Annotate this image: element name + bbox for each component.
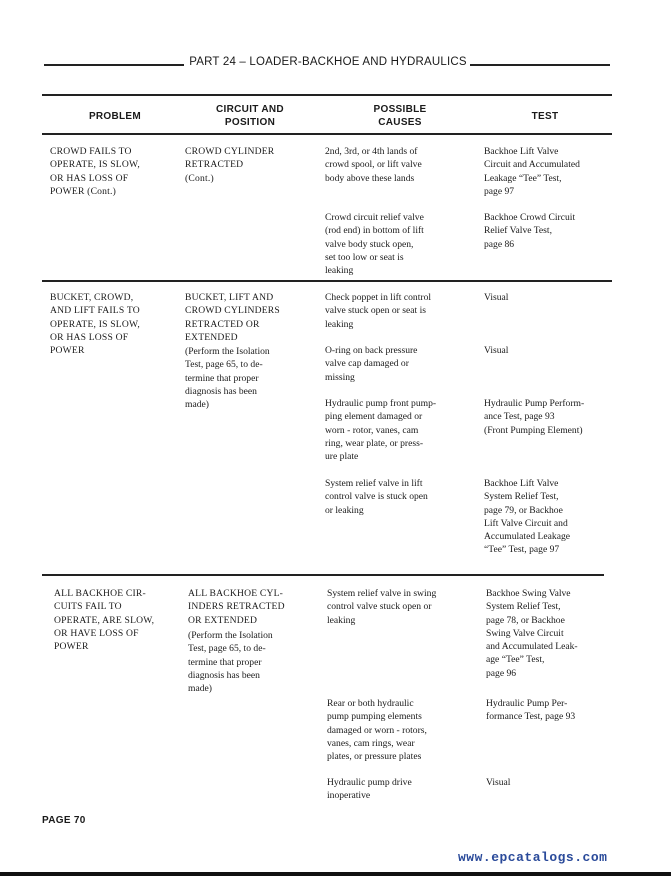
column-header-test: TEST xyxy=(531,111,559,122)
header-rule-left xyxy=(44,64,184,66)
row3-cause-1: System relief valve in swing control valve stuck open or leaking xyxy=(327,588,437,626)
page-header-title: PART 24 – LOADER-BACKHOE AND HYDRAULICS xyxy=(189,56,467,68)
row2-circuit-note: (Perform the Isolation Test, page 65, to de- termine that proper diagnosis has been made) xyxy=(185,346,270,411)
row2-circuit: BUCKET, LIFT AND CROWD CYLINDERS RETRACTED OR EXTENDED xyxy=(185,292,280,343)
row2-bottom-rule xyxy=(42,574,604,576)
row2-problem: BUCKET, CROWD, AND LIFT FAILS TO OPERATE, IS SLOW, OR HAS LOSS OF POWER xyxy=(50,292,140,357)
row3-cause-2: Rear or both hydraulic pump pumping elements damaged or worn - rotors, vanes, cam rings, wear plates, or pressure plates xyxy=(327,698,427,763)
row1-test-2: Backhoe Crowd Circuit Relief Valve Test, page 86 xyxy=(484,212,576,250)
column-header-circuit: CIRCUIT AND POSITION xyxy=(216,104,284,128)
row1-cause-1: 2nd, 3rd, or 4th lands of crowd spool, or lift valve body above these lands xyxy=(325,146,422,184)
row2-cause-3: Hydraulic pump front pump- ping element damaged or worn - rotor, vanes, cam ring, wear plate, or press- ure plate xyxy=(325,398,437,463)
row1-circuit: CROWD CYLINDER RETRACTED (Cont.) xyxy=(185,146,275,184)
row3-test-3: Visual xyxy=(486,777,511,788)
row3-circuit: ALL BACKHOE CYL- INDERS RETRACTED OR EXTENDED xyxy=(188,588,285,626)
row2-test-2: Visual xyxy=(484,345,509,356)
watermark-text: www.epcatalogs.com xyxy=(458,850,608,865)
row1-bottom-rule xyxy=(42,280,612,282)
row2-test-1: Visual xyxy=(484,292,509,303)
column-header-problem: PROBLEM xyxy=(88,111,142,122)
row1-problem: CROWD FAILS TO OPERATE, IS SLOW, OR HAS LOSS OF POWER (Cont.) xyxy=(50,146,140,197)
row3-test-1: Backhoe Swing Valve System Relief Test, page 78, or Backhoe Swing Valve Circuit and Accumulated Leak- age “Tee” Test, page 96 xyxy=(486,588,578,679)
column-header-causes: POSSIBLE CAUSES xyxy=(373,104,427,128)
row2-cause-4: System relief valve in lift control valve is stuck open or leaking xyxy=(325,478,428,516)
row1-cause-2: Crowd circuit relief valve (rod end) in bottom of lift valve body stuck open, set too low or seat is leaking xyxy=(325,212,424,277)
table-top-rule xyxy=(42,94,612,96)
header-rule-right xyxy=(470,64,610,66)
row2-cause-1: Check poppet in lift control valve stuck open or seat is leaking xyxy=(325,292,432,330)
row2-test-4: Backhoe Lift Valve System Relief Test, page 79, or Backhoe Lift Valve Circuit and Accumulated Leakage “Tee” Test, page 97 xyxy=(484,478,571,556)
row2-test-3: Hydraulic Pump Perform- ance Test, page 93 (Front Pumping Element) xyxy=(484,398,585,436)
row2-cause-2: O-ring on back pressure valve cap damaged or missing xyxy=(325,345,418,383)
row3-problem: ALL BACKHOE CIR- CUITS FAIL TO OPERATE, ARE SLOW, OR HAVE LOSS OF POWER xyxy=(54,588,155,653)
row3-test-2: Hydraulic Pump Per- formance Test, page 93 xyxy=(486,698,576,723)
header-bottom-rule xyxy=(42,133,612,135)
row3-cause-3: Hydraulic pump drive inoperative xyxy=(327,777,412,802)
row1-test-1: Backhoe Lift Valve Circuit and Accumulated Leakage “Tee” Test, page 97 xyxy=(484,146,580,197)
row3-circuit-note: (Perform the Isolation Test, page 65, to de- termine that proper diagnosis has been made) xyxy=(188,630,273,695)
page-number: PAGE 70 xyxy=(42,815,86,826)
bottom-border xyxy=(0,872,671,876)
